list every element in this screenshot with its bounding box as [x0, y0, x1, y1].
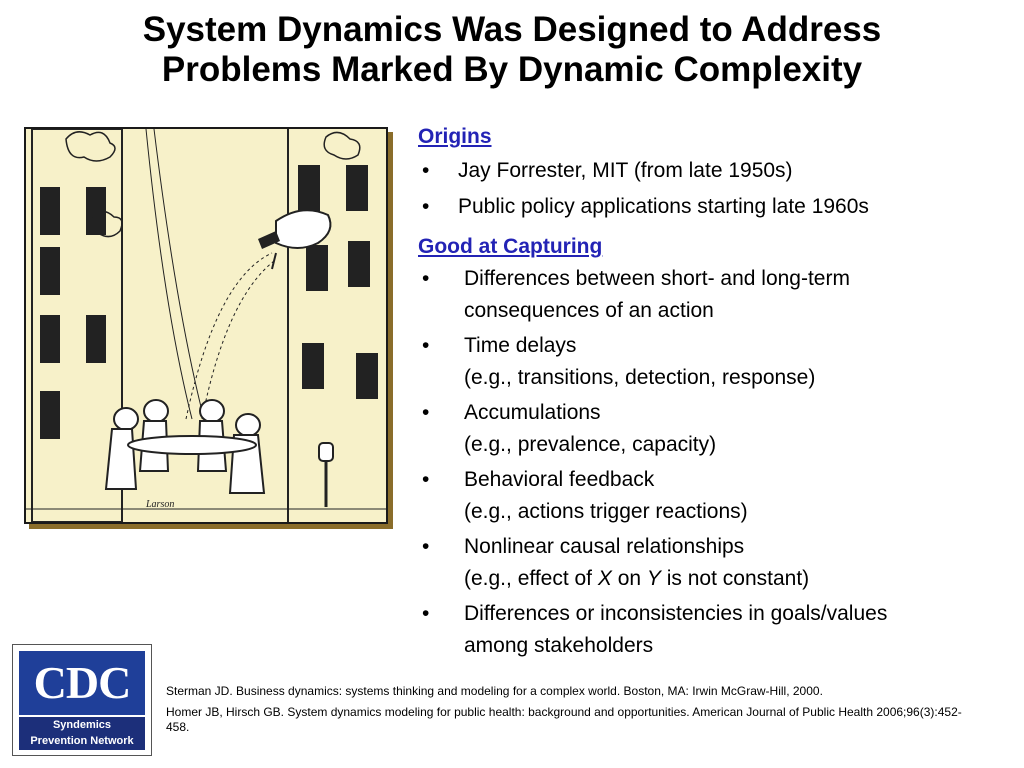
title-line-1: System Dynamics Was Designed to Address [142, 10, 882, 49]
cartoon-drawing [26, 129, 386, 522]
list-item [418, 158, 1018, 184]
bullet: • [422, 468, 430, 491]
capturing-heading: Good at Capturing [418, 235, 603, 258]
cartoon-illustration [24, 127, 388, 524]
capturing-list [418, 263, 1018, 662]
bullet: • [422, 602, 430, 625]
variable-y: Y [646, 567, 661, 590]
bullet: • [422, 535, 430, 558]
item-line: (e.g., actions trigger reactions) [464, 500, 748, 523]
variable-x: X [597, 567, 612, 590]
list-item [418, 598, 1018, 662]
list-item [418, 397, 1018, 461]
origins-heading: Origins [418, 125, 492, 148]
title-line-2: Problems Marked By Dynamic Complexity [161, 50, 863, 89]
logo-band-syndemics: Syndemics [19, 715, 145, 734]
bullet: • [422, 159, 430, 182]
item-line: among stakeholders [464, 634, 654, 657]
reference-1: Sterman JD. Business dynamics: systems thinking and modeling for a complex world. Boston, MA: Irwin McGraw-Hill, 2000. [166, 684, 823, 698]
list-item [418, 531, 1018, 595]
item-line: (e.g., prevalence, capacity) [464, 433, 717, 456]
cdc-logo [12, 644, 152, 756]
item-line: consequences of an action [464, 299, 714, 322]
item-line [464, 563, 1018, 595]
slide-title [12, 10, 1012, 90]
list-item [418, 263, 1018, 327]
item-line: Behavioral feedback [464, 468, 655, 491]
item-line: Nonlinear causal relationships [464, 535, 745, 558]
list-item [418, 330, 1018, 394]
content-panel [418, 124, 1018, 662]
item-line: Time delays [464, 334, 577, 357]
references [166, 684, 976, 741]
list-item [418, 464, 1018, 528]
bullet: • [422, 334, 430, 357]
item-text: (e.g., effect of [464, 567, 598, 590]
origins-item-1: Jay Forrester, MIT (from late 1950s) [458, 159, 793, 182]
item-line: Differences between short- and long-term [464, 267, 850, 290]
bullet: • [422, 195, 430, 218]
cartoon-signature: Larson [146, 499, 175, 510]
logo-text: CDC [19, 651, 145, 715]
reference-2: Homer JB, Hirsch GB. System dynamics modeling for public health: background and opportunities. American Journal of Public Health 2006;96(3):452-458. [166, 705, 962, 734]
item-line: Accumulations [464, 401, 601, 424]
item-text: is not constant) [660, 567, 810, 590]
item-text: on [611, 567, 647, 590]
logo-band-prevention: Prevention Network [19, 733, 145, 750]
item-line: Differences or inconsistencies in goals/values [464, 602, 888, 625]
item-line: (e.g., transitions, detection, response) [464, 366, 816, 389]
bullet: • [422, 401, 430, 424]
origins-list [418, 158, 1018, 220]
origins-item-2: Public policy applications starting late 1960s [458, 195, 869, 218]
bullet: • [422, 267, 430, 290]
list-item [418, 194, 1018, 220]
